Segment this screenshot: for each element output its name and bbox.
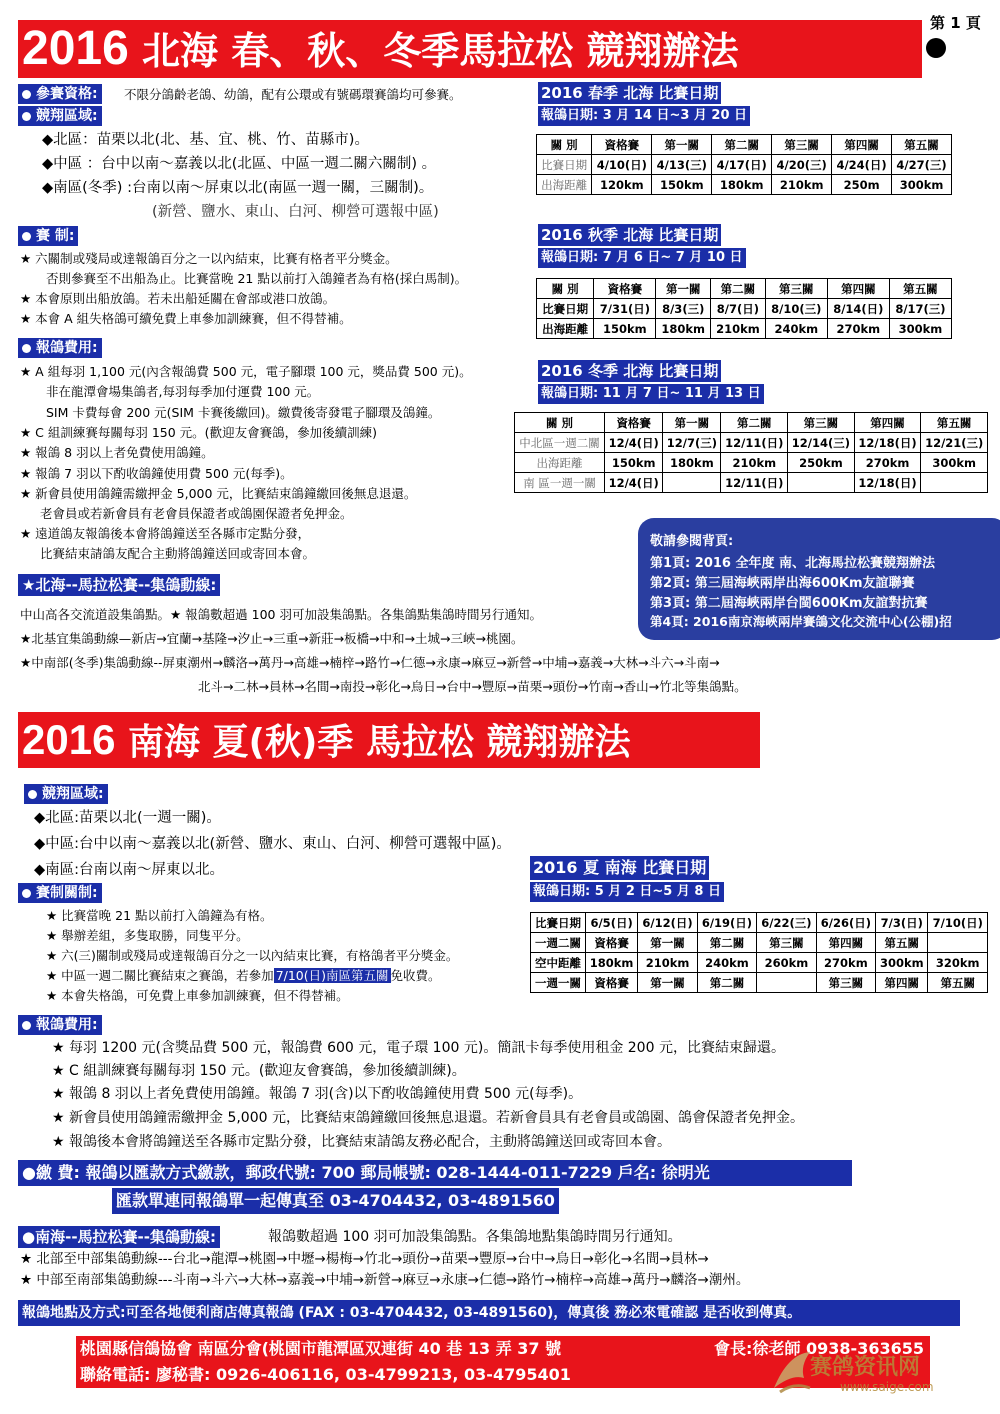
north-title-text: 北海 春、秋、冬季馬拉松 競翔辦法 [128, 29, 739, 73]
table-cell: 第三關 [772, 135, 832, 155]
table-cell: 4/10(日) [592, 155, 652, 175]
table-cell: 6/26(日) [816, 913, 875, 933]
table-row [537, 319, 952, 339]
table-row [531, 973, 988, 993]
south-rule-line: ★ 比賽當晚 21 點以前打入鴿鐘為有格。 [46, 908, 273, 923]
table-row [531, 953, 988, 973]
south-zones-label: 競翔區域: [24, 784, 108, 804]
table-cell: 150km [652, 175, 712, 195]
bullet-icon [22, 232, 31, 241]
table-cell: 210km [772, 175, 832, 195]
table-row [537, 175, 952, 195]
fees-label: 報鴿費用: [18, 338, 102, 358]
payment-fax-line: 匯款單連同報鴿單一起傳真至 03-4704432, 03-4891560 [112, 1188, 559, 1214]
table-cell: 270km [816, 953, 875, 973]
table-cell: 8/7(日) [711, 299, 766, 319]
table-cell: 12/21(三) [921, 433, 988, 453]
spring-title: 2016 春季 北海 比賽日期 [538, 82, 721, 104]
table-cell: 關 別 [537, 279, 594, 299]
table-cell: 一週一關 [531, 973, 586, 993]
table-cell: 7/10(日) [928, 913, 988, 933]
bullet-icon [28, 790, 37, 799]
table-cell: 資格賽 [594, 279, 656, 299]
footer-contact: 聯絡電話: 廖秘書: 0926-406116, 03-4799213, 03-4795401 [76, 1362, 930, 1388]
autumn-title: 2016 秋季 北海 比賽日期 [538, 224, 721, 246]
zone-north: ◆北區：苗栗以北(北、基、宜、桃、竹、苗縣市)。 [42, 132, 369, 148]
south-route-line: ★ 中部至南部集鴿動線---斗南→斗六→大林→嘉義→中埔→新營→麻豆→永康→仁德→路竹→楠梓→高雄→萬丹→麟洛→潮州。 [20, 1272, 750, 1288]
south-rule-line: ★ 舉辦差組，多隻取勝，同隻平分。 [46, 928, 249, 943]
table-cell: 12/4(日) [605, 473, 663, 493]
table-cell: 第五關 [928, 973, 988, 993]
table-cell: 7/31(日) [594, 299, 656, 319]
table-cell: 300km [892, 175, 952, 195]
table-row [537, 299, 952, 319]
fee-line: SIM 卡費每會 200 元(SIM 卡賽後繳回)。繳費後寄發電子腳環及鴿鐘。 [46, 405, 441, 420]
table-cell: 第五關 [876, 933, 928, 953]
table-cell: 第二關 [697, 933, 756, 953]
table-cell: 150km [605, 453, 663, 473]
fee-line: ★ 報鴿 8 羽以上者免費使用鴿鐘。 [20, 445, 214, 460]
table-cell: 資格賽 [592, 135, 652, 155]
table-cell: 270km [854, 453, 921, 473]
fee-line: 非在龍潭會場集鴿者,每羽每季加付運費 100 元。 [46, 384, 320, 399]
table-cell: 300km [876, 953, 928, 973]
south-title [18, 712, 760, 768]
watermark-url: www.saige.com [840, 1380, 934, 1394]
fee-line: 老會員或若新會員有老會員保證者或鴿園保證者免押金。 [40, 506, 353, 521]
table-cell: 180km [585, 953, 637, 973]
table-cell: 240km [765, 319, 827, 339]
table-cell: 4/13(三) [652, 155, 712, 175]
table-cell: 250km [788, 453, 855, 473]
table-cell: 210km [711, 319, 766, 339]
bullet-icon [22, 1021, 31, 1030]
south-fee-line: ★ 報鴿後本會將鴿鐘送至各縣市定點分發，比賽結束請鴿友務必配合，主動將鴿鐘送回或寄回本會。 [52, 1134, 671, 1150]
table-cell: 300km [889, 319, 951, 339]
table-cell: 12/4(日) [605, 433, 663, 453]
winter-schedule-table [514, 412, 988, 493]
winter-report-dates: 報鴿日期: 11 月 7 日~ 11 月 13 日 [538, 384, 764, 404]
table-cell: 4/27(三) [892, 155, 952, 175]
note-item: 第4頁: 2016南京海峽兩岸賽鴿文化交流中心(公棚)招 [650, 614, 952, 629]
table-cell: 比賽日期 [537, 155, 592, 175]
table-cell: 12/18(日) [854, 433, 921, 453]
table-cell: 資格賽 [605, 413, 663, 433]
table-cell: 中北區一週二關 [515, 433, 605, 453]
rule-line: ★ 本會 A 組失格鴿可續免費上車參加訓練賽，但不得替補。 [20, 311, 352, 326]
route-line: ★北基宜集鴿動線—新店→宜蘭→基隆→汐止→三重→新莊→板橋→中和→土城→三峽→桃園。 [20, 631, 524, 646]
table-cell: 270km [827, 319, 889, 339]
table-cell: 第二關 [711, 279, 766, 299]
zone-south: ◆南區(冬季) :台南以南～屏東以北(南區一週一關，三關制)。 [42, 180, 434, 196]
note-item: 第2頁: 第三屆海峽兩岸出海600Km友誼聯賽 [650, 576, 915, 591]
table-cell: 12/11(日) [721, 433, 788, 453]
table-cell: 120km [592, 175, 652, 195]
note-item: 第1頁: 2016 全年度 南、北海馬拉松賽競翔辦法 [650, 556, 936, 571]
fee-line: ★ 報鴿 7 羽以下酌收鴿鐘使用費 500 元(每季)。 [20, 466, 293, 481]
table-cell: 第五關 [889, 279, 951, 299]
table-cell: 4/20(三) [772, 155, 832, 175]
route-line: 中山高各交流道設集鴿點。★ 報鴿數超過 100 羽可加設集鴿點。各集鴿點集鴿時間另行通知。 [20, 607, 542, 622]
table-cell: 第一關 [638, 933, 697, 953]
table-cell: 第四關 [876, 973, 928, 993]
south-rule-line: ★ 中區一週二關比賽結束之賽鴿，若參加 7/10(日)南區第五關 免收費。 [46, 968, 441, 983]
table-cell: 第一關 [663, 413, 721, 433]
table-cell: 8/3(三) [656, 299, 711, 319]
summer-title: 2016 夏 南海 比賽日期 [530, 856, 709, 880]
table-cell: 6/5(日) [585, 913, 637, 933]
table-cell: 南 區一週一關 [515, 473, 605, 493]
table-cell: 210km [638, 953, 697, 973]
table-cell: 第三關 [816, 973, 875, 993]
table-cell: 6/22(三) [757, 913, 816, 933]
table-cell: 180km [656, 319, 711, 339]
south-zone-central: ◆中區:台中以南～嘉義以北(新營、鹽水、東山、白河、柳營可選報中區)。 [34, 836, 511, 852]
table-row [515, 473, 988, 493]
table-cell: 8/17(三) [889, 299, 951, 319]
page-number: 第 1 頁 [930, 14, 981, 32]
table-cell: 第一關 [638, 973, 697, 993]
south-fee-line: ★ 報鴿 8 羽以上者免費使用鴿鐘。報鴿 7 羽(含)以下酌收鴿鐘使用費 500 元(每季)。 [52, 1086, 583, 1102]
north-routes-label: ★北海--馬拉松賽--集鴿動線: [18, 574, 220, 596]
table-cell: 第二關 [712, 135, 772, 155]
table-cell [663, 473, 721, 493]
fee-line: ★ 新會員使用鴿鐘需繳押金 5,000 元，比賽結束鴿鐘繳回後無息退還。 [20, 486, 417, 501]
table-cell: 第四關 [854, 413, 921, 433]
south-title-text: 南海 夏(秋)季 馬拉松 競翔辦法 [115, 722, 631, 763]
rule-line: ★ 本會原則出船放鴿。若未出船延關在會部或港口放鴿。 [20, 291, 336, 306]
autumn-report-dates: 報鴿日期: 7 月 6 日~ 7 月 10 日 [538, 248, 746, 268]
table-cell: 210km [721, 453, 788, 473]
table-cell: 12/14(三) [788, 433, 855, 453]
south-fee-line: ★ C 組訓練賽每關每羽 150 元。(歡迎友會賽鴿，參加後續訓練)。 [52, 1063, 466, 1079]
table-cell: 第一關 [652, 135, 712, 155]
table-cell: 比賽日期 [531, 913, 586, 933]
bullet-icon [22, 889, 31, 898]
table-cell: 6/19(日) [697, 913, 756, 933]
bullet-icon [22, 112, 31, 121]
zones-label: 競翔區域: [18, 106, 102, 126]
summer-schedule-table [530, 912, 988, 993]
table-row [537, 135, 952, 155]
rules-label: 賽 制: [18, 226, 78, 246]
south-rule-line: ★ 六(三)關制或殘局或達報鴿百分之一以內結束比賽，有格鴿者平分獎金。 [46, 948, 459, 963]
table-cell: 出海距離 [515, 453, 605, 473]
table-cell: 8/10(三) [765, 299, 827, 319]
south-rule-line: ★ 本會失格鴿，可免費上車參加訓練賽，但不得替補。 [46, 988, 349, 1003]
table-cell: 12/18(日) [854, 473, 921, 493]
table-cell: 6/12(日) [638, 913, 697, 933]
summer-report-dates: 報鴿日期: 5 月 2 日~5 月 8 日 [530, 882, 724, 902]
table-row [515, 453, 988, 473]
table-row [531, 913, 988, 933]
autumn-schedule-table [536, 278, 952, 339]
table-cell: 180km [663, 453, 721, 473]
table-cell: 8/14(日) [827, 299, 889, 319]
south-title-year: 2016 [22, 716, 116, 763]
table-cell: 關 別 [537, 135, 592, 155]
footer-address-text: 桃園縣信鴿協會 南區分會(桃園市龍潭區双連街 40 巷 13 弄 37 號 [80, 1339, 562, 1358]
table-cell: 250m [832, 175, 892, 195]
table-cell: 第三關 [757, 933, 816, 953]
table-cell: 第五關 [921, 413, 988, 433]
fee-line: ★ A 組每羽 1,100 元(內含報鴿費 500 元，電子腳環 100 元，獎品費 500 元)。 [20, 364, 472, 379]
table-cell: 第三關 [788, 413, 855, 433]
table-cell: 關 別 [515, 413, 605, 433]
table-cell: 第三關 [765, 279, 827, 299]
route-line: 北斗→二林→員林→名間→南投→彰化→烏日→台中→豐原→苗栗→頭份→竹南→香山→竹北等集鴿點。 [198, 679, 747, 694]
bullet-icon [22, 90, 31, 99]
fax-report-line: 報鴿地點及方式:可至各地便利商店傳真報鴿 (FAX : 03-4704432, 03-4891560)，傳真後 務必來電確認 是否收到傳真。 [18, 1300, 960, 1326]
table-cell [921, 473, 988, 493]
payment-line: ●繳 費: 報鴿以匯款方式繳款，郵政代號: 700 郵局帳號: 028-1444-011-7229 戶名: 徐明光 [18, 1160, 852, 1186]
table-cell: 180km [712, 175, 772, 195]
table-cell: 320km [928, 953, 988, 973]
eligibility-text: 不限分鴿齡老鴿、幼鴿，配有公環或有號碼環賽鴿均可參賽。 [124, 87, 462, 102]
bullet-dot-icon [926, 38, 946, 58]
table-cell: 出海距離 [537, 175, 592, 195]
south-fee-line: ★ 每羽 1200 元(含獎品費 500 元，報鴿費 600 元，電子環 100 元)。簡訊卡每季使用租金 200 元，比賽結束歸還。 [52, 1040, 785, 1056]
table-cell: 12/11(日) [721, 473, 788, 493]
table-cell: 150km [594, 319, 656, 339]
table-cell: 4/24(日) [832, 155, 892, 175]
route-line: ★中南部(冬季)集鴿動線--屏東潮州→麟洛→萬丹→高雄→楠梓→路竹→仁德→永康→麻豆→新營→中埔→嘉義→大林→斗六→斗南→ [20, 655, 720, 670]
table-row [537, 155, 952, 175]
table-cell: 第一關 [656, 279, 711, 299]
spring-schedule-table [536, 134, 952, 195]
table-row [515, 413, 988, 433]
table-row [537, 279, 952, 299]
north-title-year: 2016 [22, 22, 129, 75]
table-cell: 第四關 [827, 279, 889, 299]
table-cell: 260km [757, 953, 816, 973]
table-cell: 空中距離 [531, 953, 586, 973]
south-zone-south: ◆南區:台南以南～屏東以北。 [34, 862, 225, 878]
table-cell: 12/7(三) [663, 433, 721, 453]
rule-line: ★ 六關制或殘局或達報鴿百分之一以內結束，比賽有格者平分獎金。 [20, 251, 398, 266]
watermark-bird-icon [770, 1348, 814, 1398]
table-cell: 比賽日期 [537, 299, 594, 319]
table-cell: 第二關 [697, 973, 756, 993]
zone-note: (新營、鹽水、東山、白河、柳營可選報中區) [152, 204, 439, 220]
table-cell: 資格賽 [585, 933, 637, 953]
zone-central: ◆中區 ：台中以南～嘉義以北(北區、中區一週二關六關制) 。 [42, 156, 437, 172]
north-title [18, 20, 922, 78]
winter-title: 2016 冬季 北海 比賽日期 [538, 360, 721, 382]
table-cell: 4/17(日) [712, 155, 772, 175]
table-row [515, 433, 988, 453]
rule-line: 否則參賽至不出船為止。比賽當晚 21 點以前打入鴿鐘者為有格(採白馬制)。 [46, 271, 468, 286]
table-cell [757, 973, 816, 993]
table-cell [928, 933, 988, 953]
table-cell: 出海距離 [537, 319, 594, 339]
watermark-logo [770, 1346, 970, 1402]
table-cell: 資格賽 [585, 973, 637, 993]
table-cell: 第四關 [816, 933, 875, 953]
south-rules-label: 賽制關制: [18, 883, 102, 903]
fee-line: 比賽結束請鴿友配合主動將鴿鐘送回或寄回本會。 [40, 546, 316, 561]
table-row [531, 933, 988, 953]
table-cell [788, 473, 855, 493]
fee-line: ★ C 組訓練賽每關每羽 150 元。(歡迎友會賽鴿，參加後續訓練) [20, 425, 377, 440]
footer-chair: 會長:徐老師 0938-363655 [714, 1339, 924, 1358]
south-routes-label: ●南海--馬拉松賽--集鴿動線: [18, 1226, 220, 1248]
watermark-text: 赛鸽资讯网 [810, 1355, 921, 1380]
table-cell: 第四關 [832, 135, 892, 155]
south-zone-north: ◆北區:苗栗以北(一週一關)。 [34, 810, 221, 826]
south-routes-text: 報鴿數超過 100 羽可加設集鴿點。各集鴿地點集鴿時間另行通知。 [268, 1229, 682, 1245]
eligibility-label: 參賽資格: [18, 84, 102, 104]
highlight-south-fifth: 7/10(日)南區第五關 [275, 968, 389, 983]
table-cell: 7/3(日) [876, 913, 928, 933]
bullet-icon [22, 344, 31, 353]
note-item: 第3頁: 第二屆海峽兩岸台閩600Km友誼對抗賽 [650, 596, 928, 611]
reference-note [638, 518, 1000, 640]
note-title: 敬請參閱背頁: [650, 534, 734, 549]
table-cell: 一週二關 [531, 933, 586, 953]
table-cell: 第五關 [892, 135, 952, 155]
table-cell: 300km [921, 453, 988, 473]
south-fee-line: ★ 新會員使用鴿鐘需繳押金 5,000 元，比賽結束鴿鐘繳回後無息退還。若新會員具有老會員或鴿園、鴿會保證者免押金。 [52, 1110, 804, 1126]
fee-line: ★ 遠道鴿友報鴿後本會將鴿鐘送至各縣市定點分發， [20, 526, 311, 541]
south-fees-label: 報鴿費用: [18, 1015, 102, 1035]
spring-report-dates: 報鴿日期: 3 月 14 日~3 月 20 日 [538, 106, 750, 126]
south-route-line: ★ 北部至中部集鴿動線---台北→龍潭→桃園→中壢→楊梅→竹北→頭份→苗栗→豐原→台中→烏日→彰化→名間→員林→ [20, 1251, 709, 1267]
table-cell: 240km [697, 953, 756, 973]
table-cell: 第二關 [721, 413, 788, 433]
